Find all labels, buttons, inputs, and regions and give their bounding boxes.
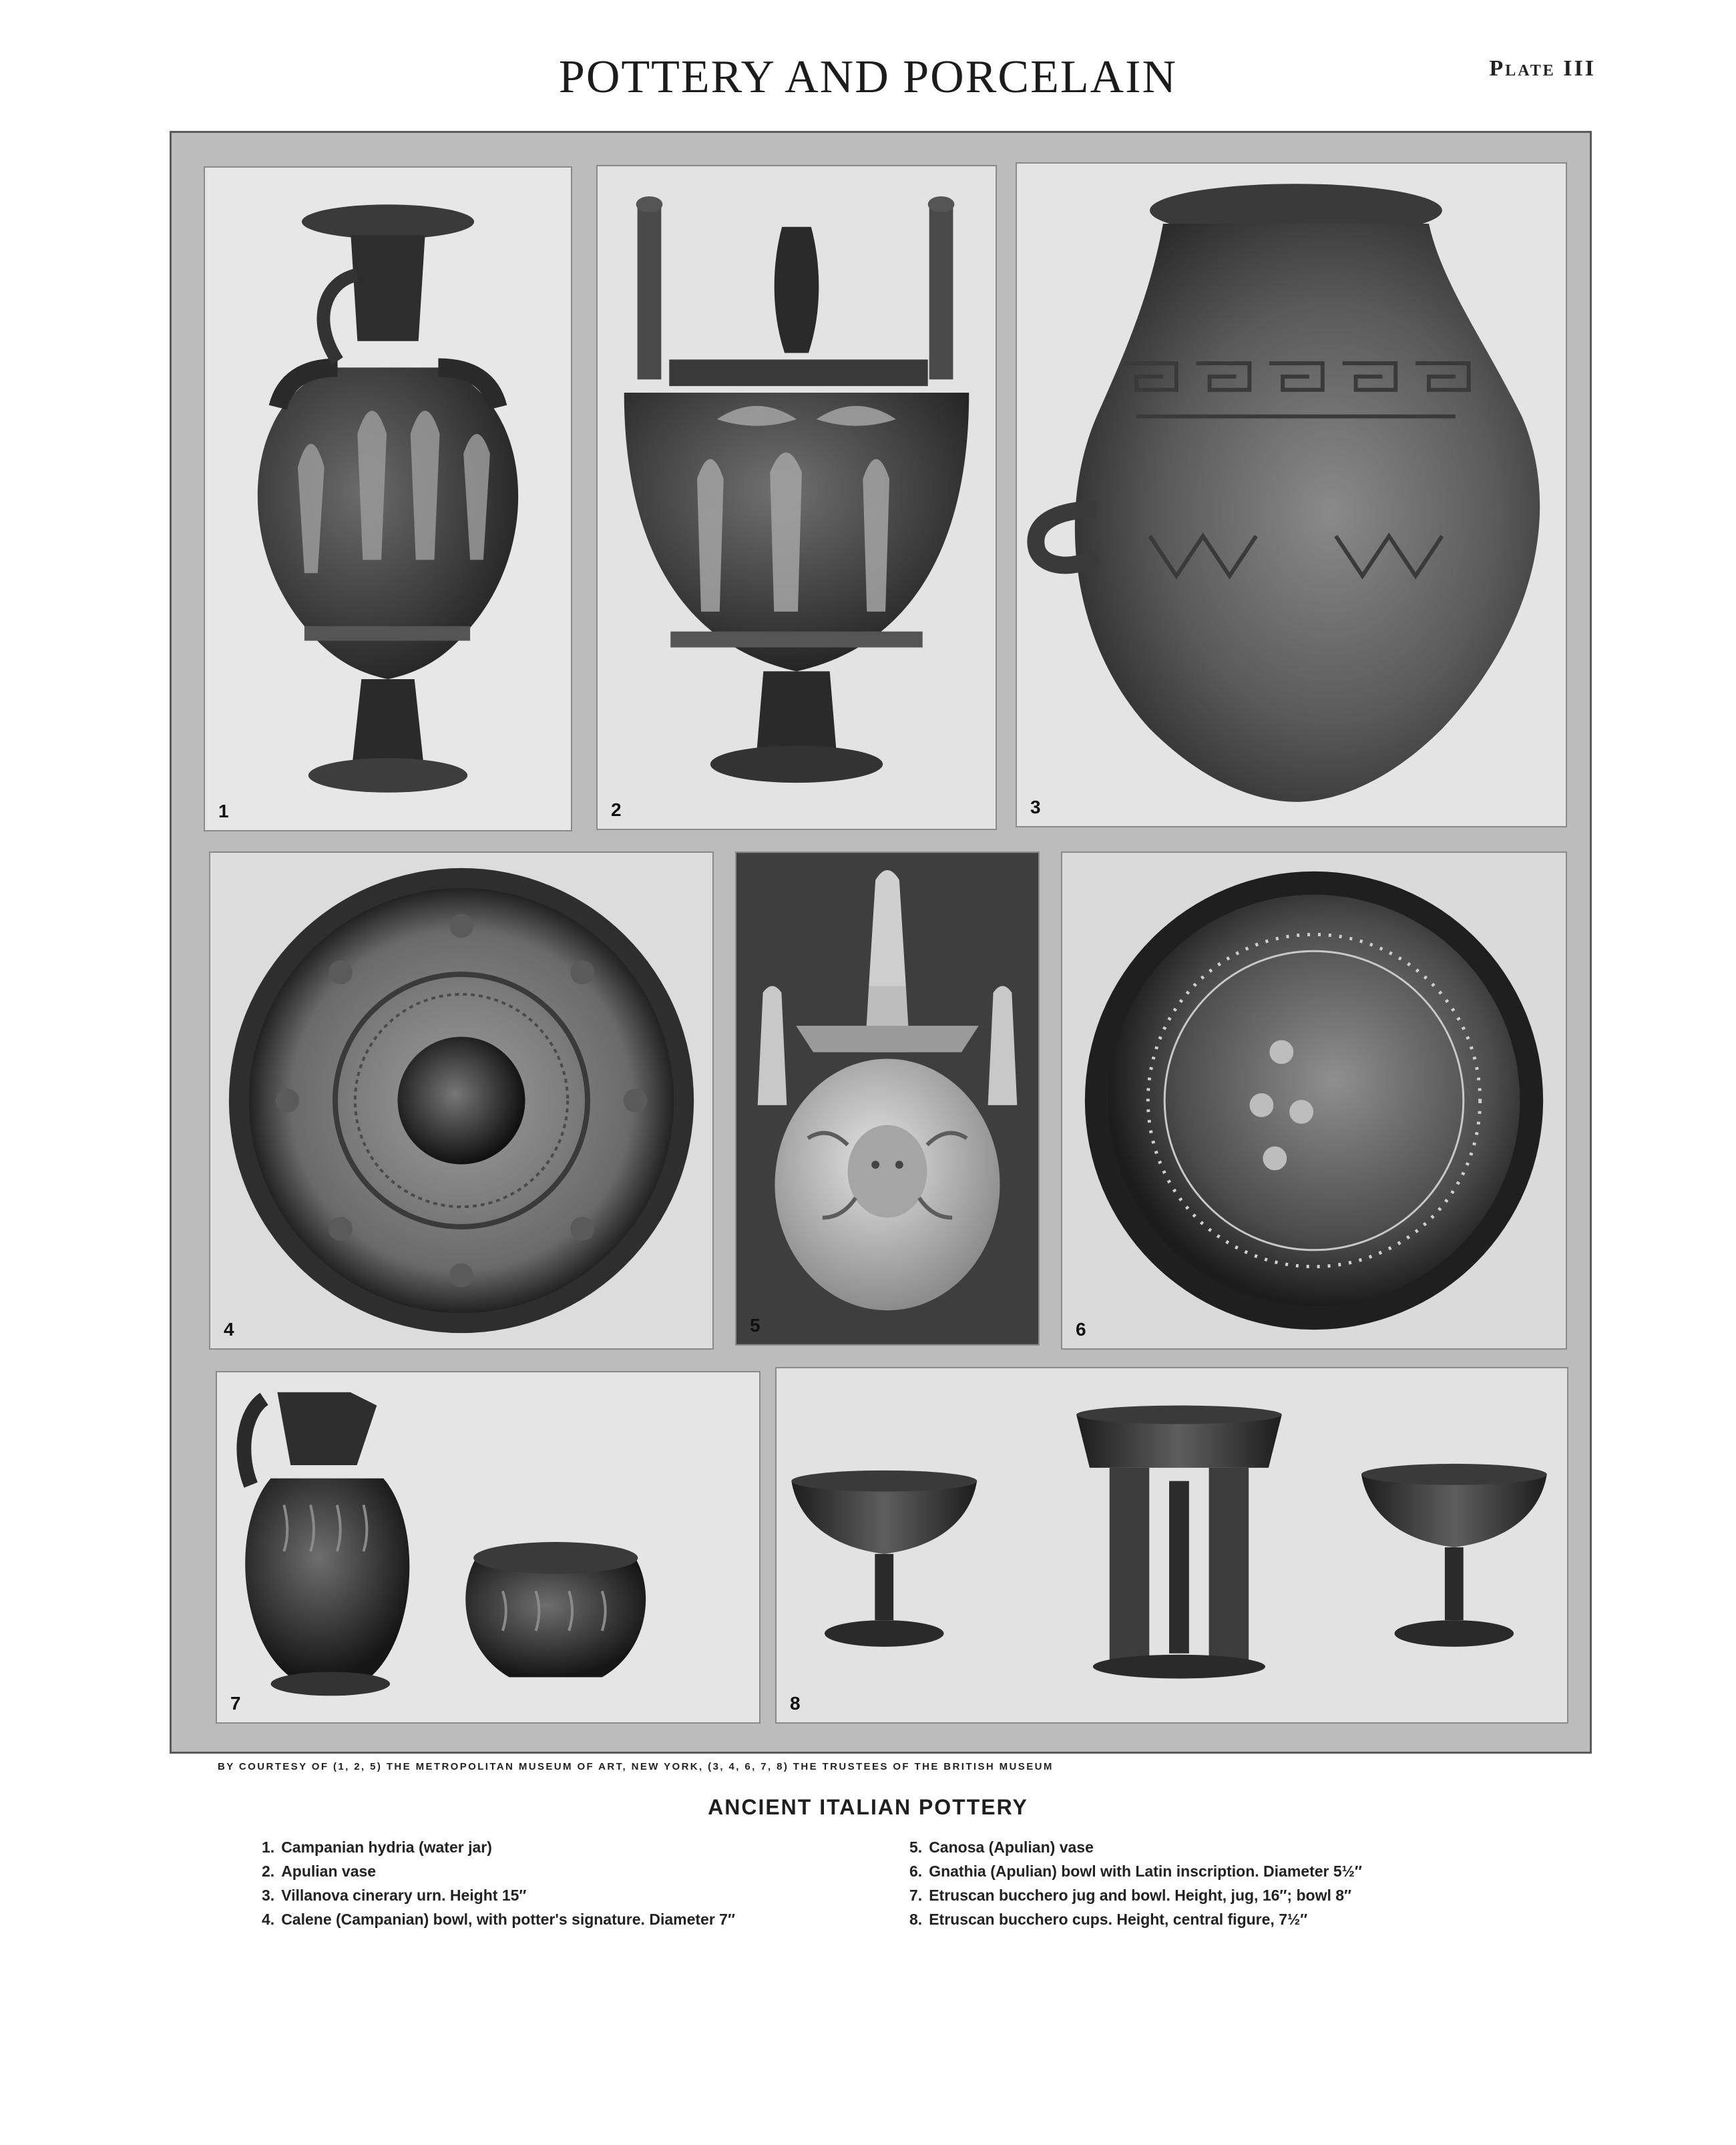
figure-7-photo xyxy=(216,1371,761,1724)
caption-number: 6. xyxy=(909,1863,923,1880)
figure-number: 6 xyxy=(1076,1319,1086,1340)
caption-number: 2. xyxy=(262,1863,275,1880)
bucchero-jug-bowl-image xyxy=(217,1372,759,1722)
caption-number: 7. xyxy=(909,1887,923,1904)
caption-number: 1. xyxy=(262,1838,275,1856)
figure-2-photo xyxy=(596,165,997,830)
caption-text: Etruscan bucchero cups. Height, central figure, 7½″ xyxy=(929,1911,1308,1928)
plate-caption: ANCIENT ITALIAN POTTERY xyxy=(708,1795,1028,1819)
figure-3-photo xyxy=(1016,162,1567,827)
caption-list-right xyxy=(909,1835,1362,1931)
caption-item xyxy=(909,1907,1362,1931)
bucchero-cups-image xyxy=(777,1368,1567,1722)
page-title: POTTERY AND PORCELAIN xyxy=(558,51,1178,103)
hydria-vase-image xyxy=(205,168,571,830)
figure-number: 5 xyxy=(750,1315,761,1336)
villanova-urn-image xyxy=(1017,164,1566,826)
caption-item xyxy=(262,1835,735,1859)
caption-text: Etruscan bucchero jug and bowl. Height, jug, 16″; bowl 8″ xyxy=(929,1887,1352,1904)
figure-number: 2 xyxy=(611,799,622,820)
gnathia-bowl-image xyxy=(1062,853,1566,1348)
caption-text: Gnathia (Apulian) bowl with Latin inscription. Diameter 5½″ xyxy=(929,1863,1362,1880)
figure-4-photo xyxy=(209,851,714,1350)
apulian-vase-image xyxy=(598,166,996,829)
caption-number: 3. xyxy=(262,1887,275,1904)
caption-text: Villanova cinerary urn. Height 15″ xyxy=(281,1887,527,1904)
caption-list-left xyxy=(262,1835,735,1931)
caption-number: 4. xyxy=(262,1911,275,1928)
figure-number: 3 xyxy=(1030,797,1041,817)
canosa-vase-image xyxy=(736,853,1038,1344)
caption-number: 5. xyxy=(909,1838,923,1856)
caption-item xyxy=(262,1883,735,1907)
figure-5-photo xyxy=(735,851,1040,1346)
caption-text: Apulian vase xyxy=(281,1863,377,1880)
caption-text: Calene (Campanian) bowl, with potter's signature. Diameter 7″ xyxy=(281,1911,735,1928)
plate-label: Plate III xyxy=(1489,56,1596,81)
figure-8-photo xyxy=(775,1367,1568,1724)
figure-6-photo xyxy=(1061,851,1567,1350)
figure-1-photo xyxy=(204,166,572,831)
caption-text: Campanian hydria (water jar) xyxy=(281,1838,492,1856)
figure-number: 1 xyxy=(218,801,229,821)
photo-credit: BY COURTESY OF (1, 2, 5) THE METROPOLITAN MUSEUM OF ART, NEW YORK, (3, 4, 6, 7, 8) THE TRUSTEES OF THE BRITISH MUSEUM xyxy=(218,1761,1054,1772)
caption-number: 8. xyxy=(909,1911,923,1928)
caption-text: Canosa (Apulian) vase xyxy=(929,1838,1094,1856)
caption-item xyxy=(909,1859,1362,1883)
caption-item xyxy=(262,1907,735,1931)
figure-number: 8 xyxy=(790,1693,801,1714)
figure-number: 7 xyxy=(230,1693,241,1714)
caption-item xyxy=(909,1835,1362,1859)
figure-number: 4 xyxy=(224,1319,234,1340)
calene-bowl-image xyxy=(210,853,712,1348)
caption-item xyxy=(909,1883,1362,1907)
caption-item xyxy=(262,1859,735,1883)
photo-plate xyxy=(170,131,1592,1754)
